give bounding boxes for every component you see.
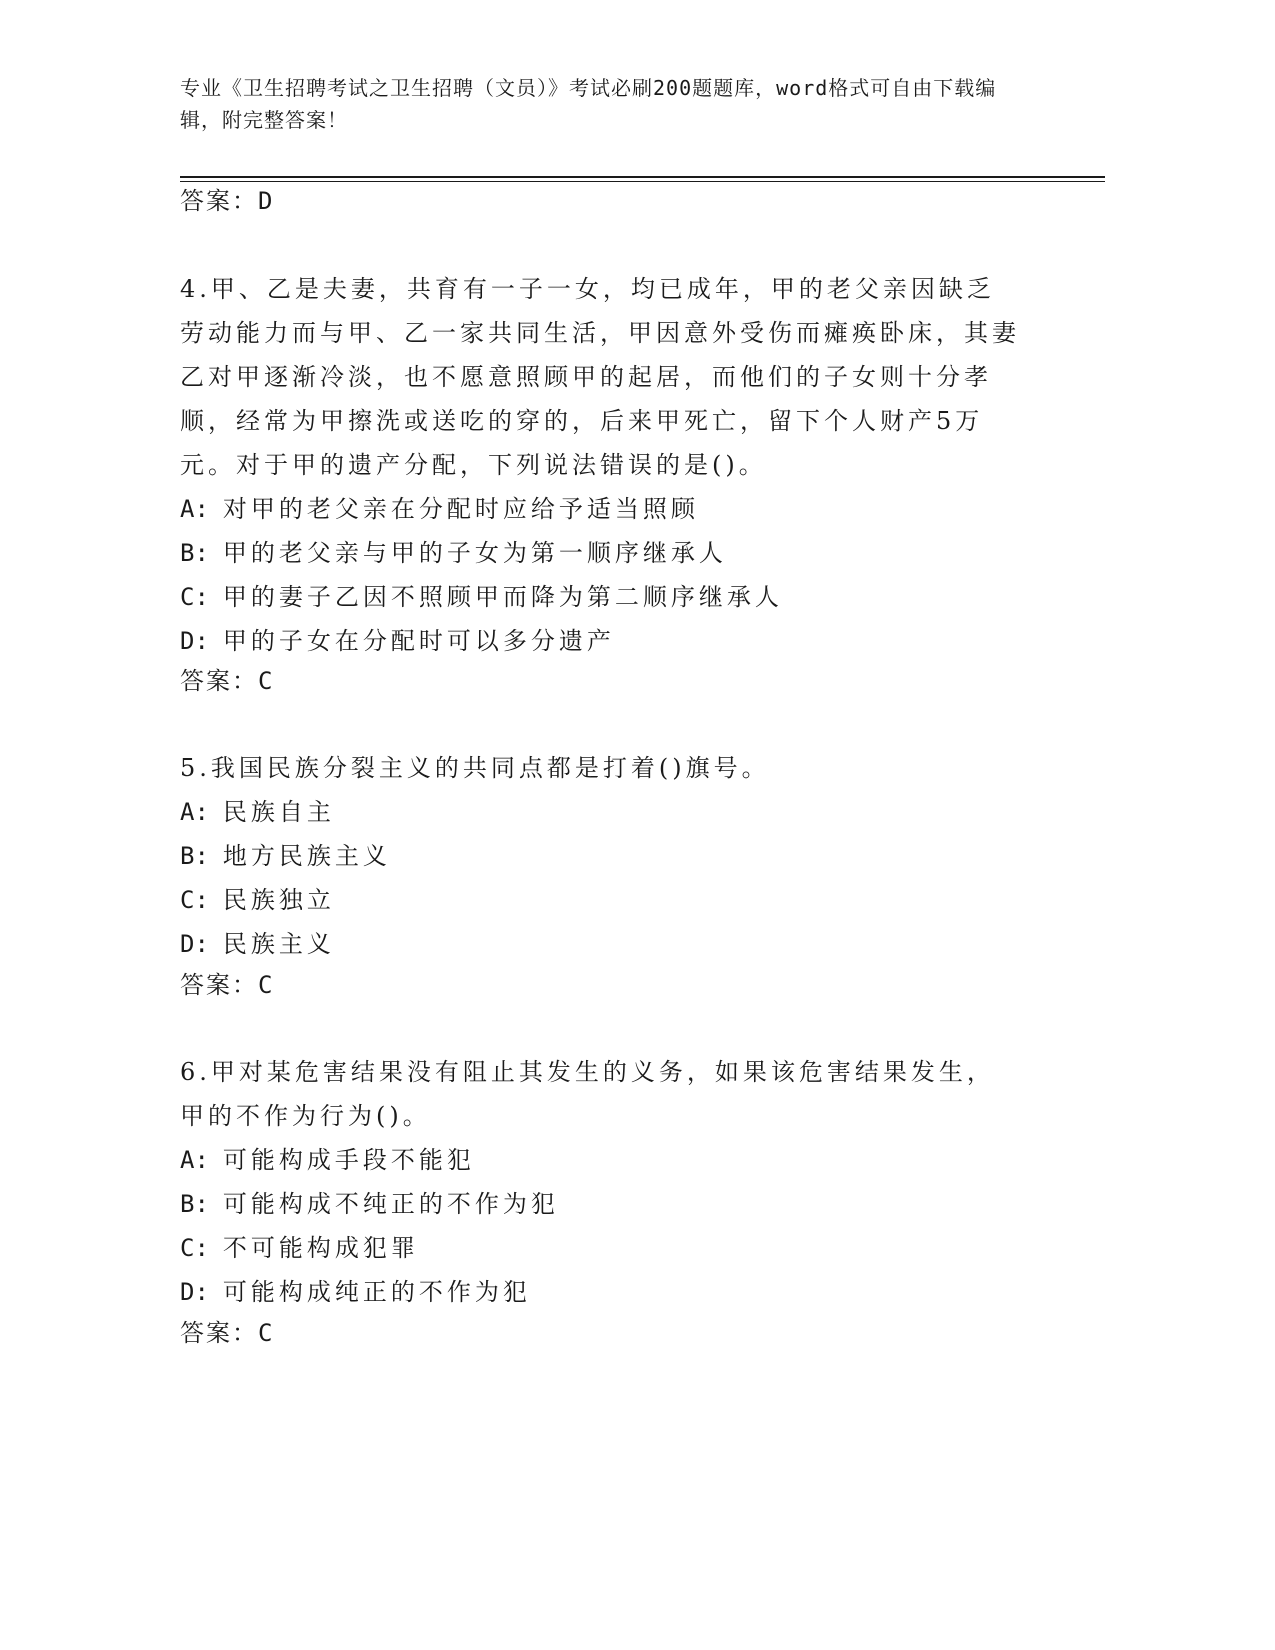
option-text: 甲的妻子乙因不照顾甲而降为第二顺序继承人 (222, 583, 783, 611)
option-b (180, 834, 1020, 878)
option-text: 地方民族主义 (222, 842, 391, 870)
option-a (180, 487, 1020, 531)
option-c (180, 575, 1020, 619)
header-divider-thick (180, 176, 1105, 178)
option-key: C: (180, 1234, 209, 1262)
answer-line-q5 (180, 968, 274, 1002)
question-stem: 4.甲、乙是夫妻，共育有一子一女，均已成年，甲的老父亲因缺乏劳动能力而与甲、乙一家共同生活，甲因意外受伤而瘫痪卧床，其妻乙对甲逐渐冷淡，也不愿意照顾甲的起居，而他们的子女则十分孝顺，经常为甲擦洗或送吃的穿的，后来甲死亡，留下个人财产5万元。对于甲的遗产分配，下列说法错误的是()。 (180, 275, 1020, 479)
option-key: C: (180, 583, 209, 611)
answer-value: C (258, 971, 275, 999)
option-key: B: (180, 539, 209, 567)
option-key: A: (180, 495, 209, 523)
answer-line-prev (180, 184, 274, 218)
option-key: B: (180, 842, 209, 870)
option-text: 可能构成不纯正的不作为犯 (222, 1190, 559, 1218)
option-a (180, 790, 1020, 834)
option-text: 民族自主 (222, 798, 335, 826)
question-4 (180, 267, 1020, 663)
option-text: 可能构成纯正的不作为犯 (222, 1278, 531, 1306)
option-text: 民族主义 (222, 930, 335, 958)
option-key: D: (180, 627, 209, 655)
question-stem: 6.甲对某危害结果没有阻止其发生的义务，如果该危害结果发生，甲的不作为行为()。 (180, 1058, 995, 1130)
option-key: D: (180, 1278, 209, 1306)
option-text: 民族独立 (222, 886, 335, 914)
option-text: 甲的子女在分配时可以多分遗产 (222, 627, 615, 655)
question-6 (180, 1050, 1020, 1314)
option-d (180, 922, 1020, 966)
option-text: 不可能构成犯罪 (222, 1234, 419, 1262)
answer-label: 答案： (180, 971, 258, 999)
option-a (180, 1138, 1020, 1182)
question-5 (180, 746, 1020, 966)
answer-value: C (258, 667, 275, 695)
option-b (180, 1182, 1020, 1226)
option-text: 可能构成手段不能犯 (222, 1146, 475, 1174)
answer-label: 答案： (180, 1319, 258, 1347)
option-key: B: (180, 1190, 209, 1218)
option-text: 对甲的老父亲在分配时应给予适当照顾 (222, 495, 699, 523)
header-divider-thin (180, 181, 1105, 182)
answer-label: 答案： (180, 667, 258, 695)
option-c (180, 878, 1020, 922)
question-stem: 5.我国民族分裂主义的共同点都是打着()旗号。 (180, 754, 770, 782)
answer-label: 答案： (180, 187, 258, 215)
option-d (180, 619, 1020, 663)
answer-line-q6 (180, 1316, 274, 1350)
answer-value: C (258, 1319, 275, 1347)
option-key: C: (180, 886, 209, 914)
document-header: 专业《卫生招聘考试之卫生招聘（文员）》考试必刷200题题库，word格式可自由下载编辑，附完整答案！ (180, 76, 997, 132)
option-b (180, 531, 1020, 575)
option-key: A: (180, 798, 209, 826)
answer-line-q4 (180, 664, 274, 698)
option-text: 甲的老父亲与甲的子女为第一顺序继承人 (222, 539, 727, 567)
option-key: A: (180, 1146, 209, 1174)
option-key: D: (180, 930, 209, 958)
option-d (180, 1270, 1020, 1314)
option-c (180, 1226, 1020, 1270)
answer-value: D (258, 187, 275, 215)
